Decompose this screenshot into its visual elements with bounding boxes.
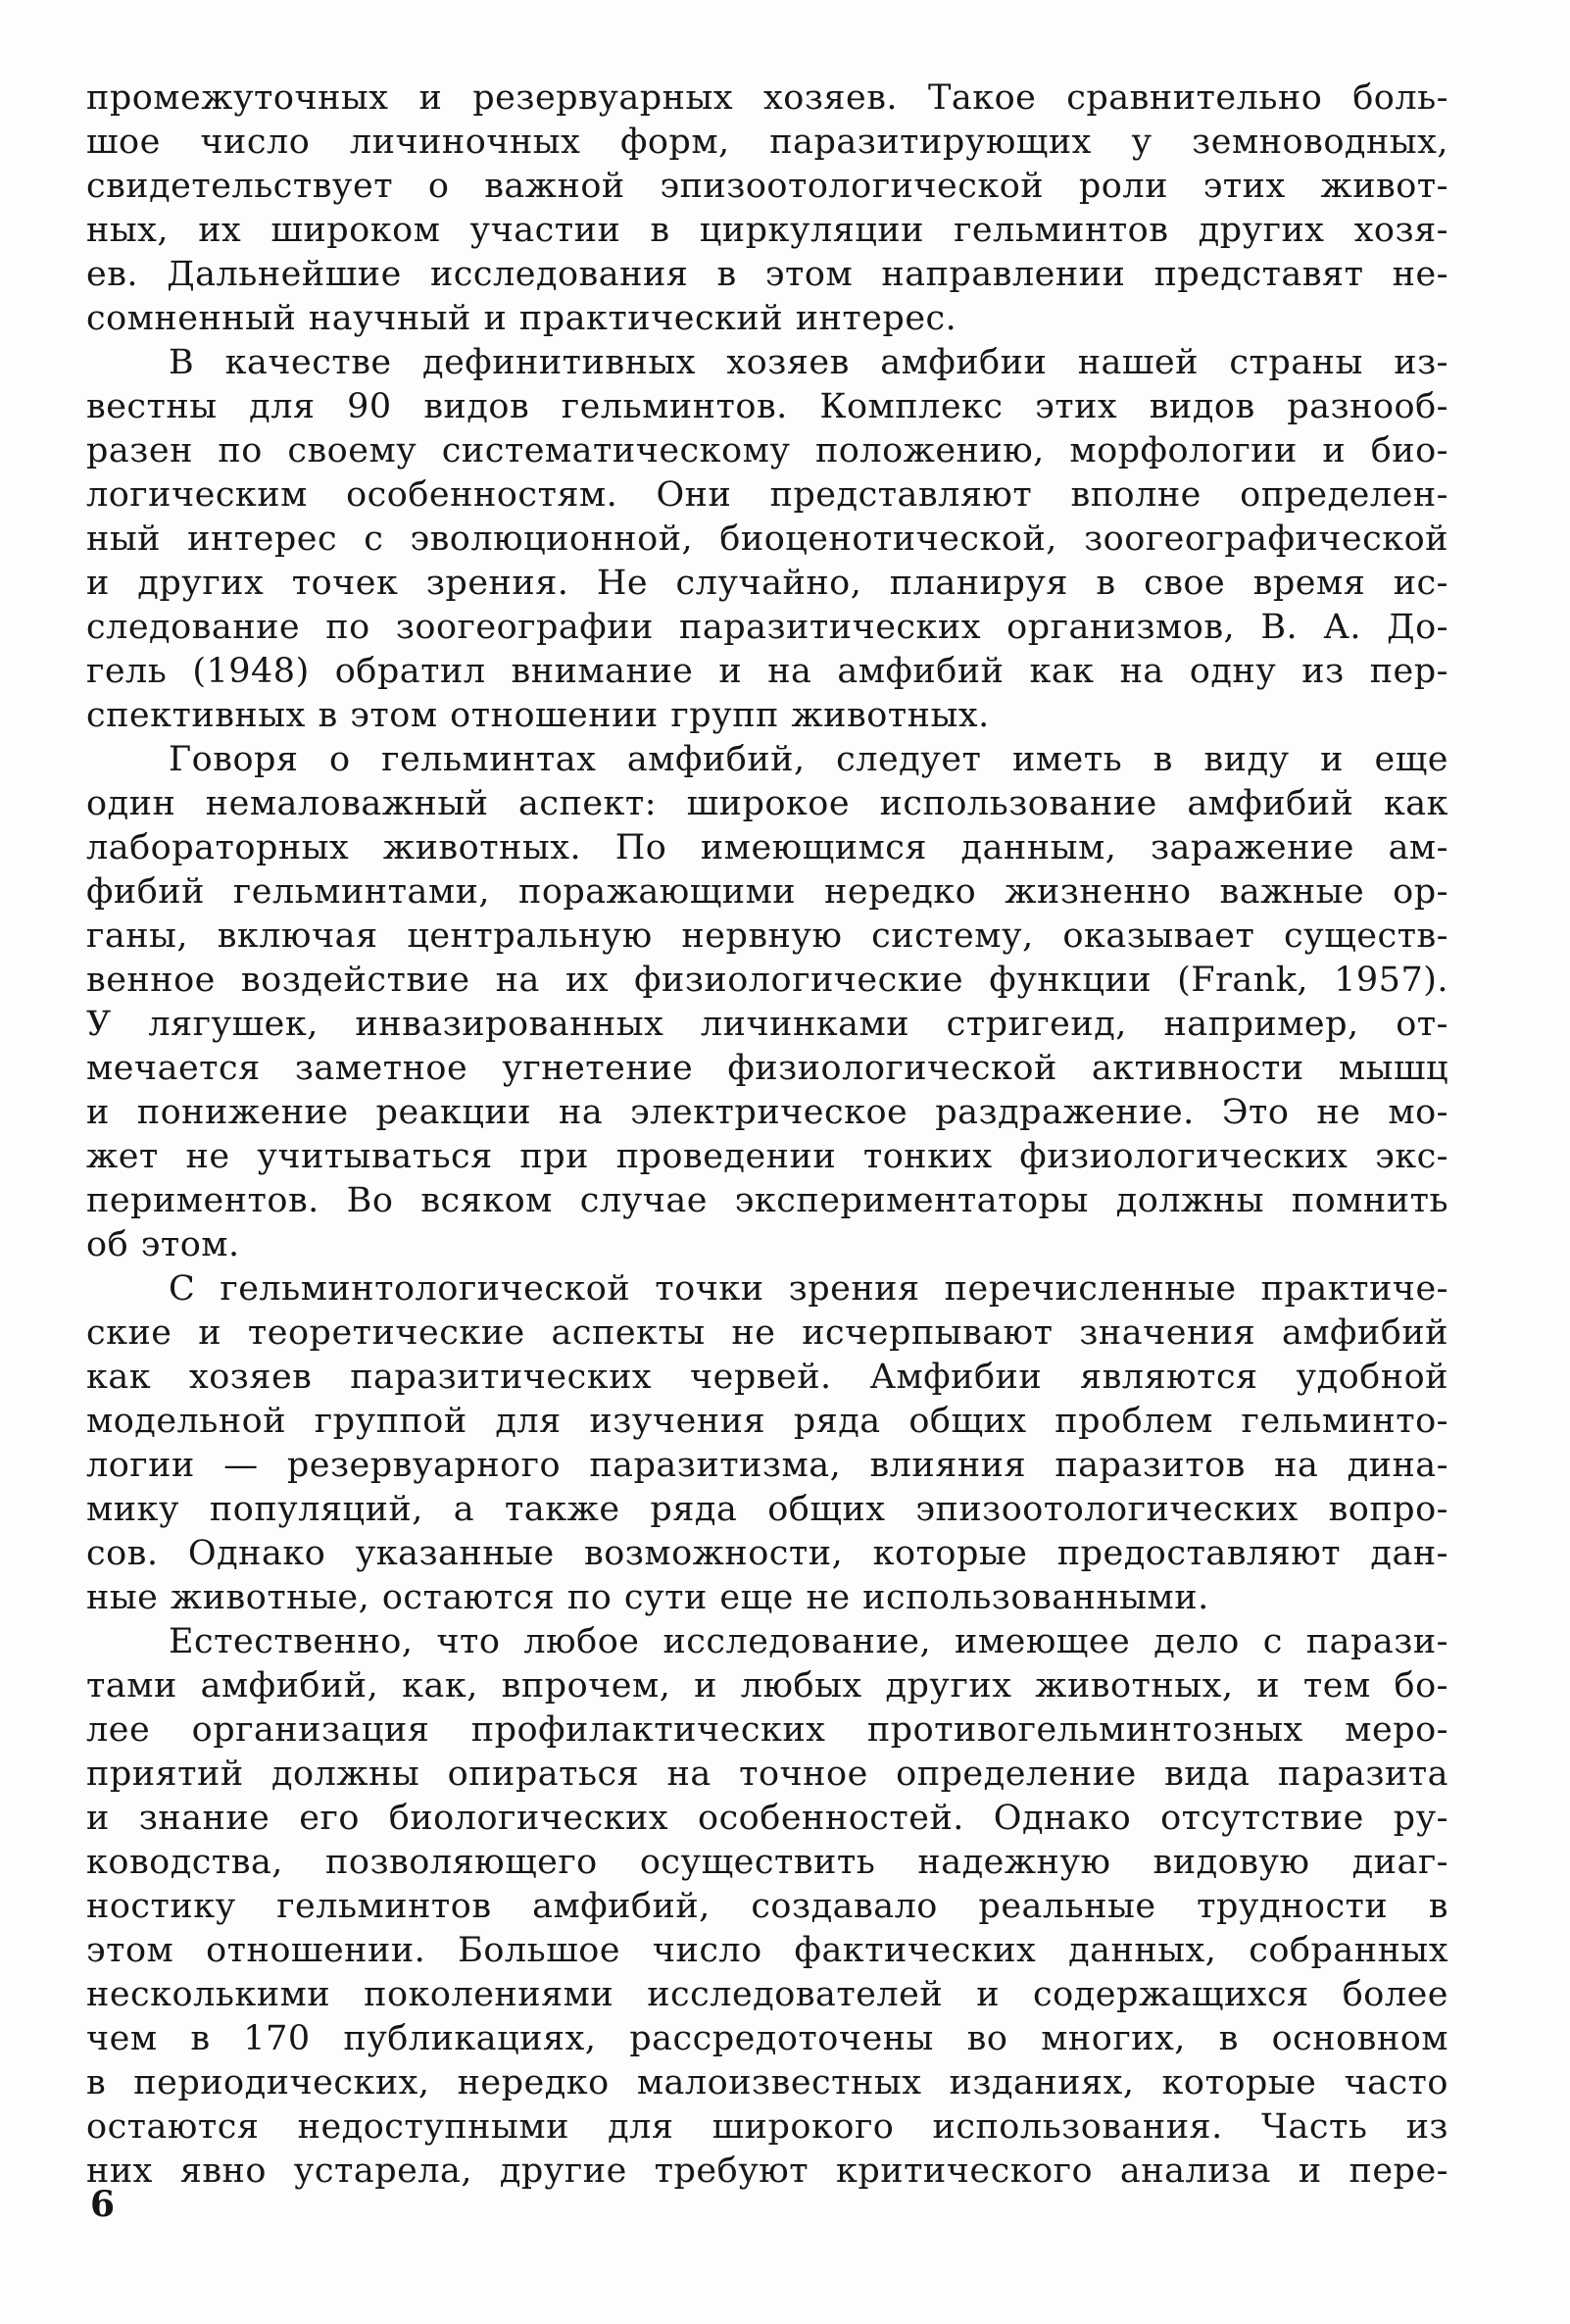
text-line: шое число личиночных форм, паразитирующих у земноводных, bbox=[86, 123, 1448, 162]
text-line: вестны для 90 видов гельминтов. Комплекс этих видов разнооб- bbox=[86, 387, 1448, 426]
body-text bbox=[86, 76, 1448, 2194]
paragraph-1 bbox=[86, 76, 1448, 341]
text-line: ев. Дальнейшие исследования в этом направлении представят не- bbox=[86, 255, 1448, 294]
text-line: ководства, позволяющего осуществить надежную видовую диаг- bbox=[86, 1843, 1448, 1882]
text-line: ные животные, остаются по сути еще не использованными. bbox=[86, 1578, 1209, 1617]
paragraph-2 bbox=[86, 341, 1448, 738]
paragraph-3 bbox=[86, 738, 1448, 1267]
text-line: остаются недоступными для широкого использования. Часть из bbox=[86, 2107, 1448, 2147]
text-line: лабораторных животных. По имеющимся данным, заражение ам- bbox=[86, 828, 1448, 867]
text-line: свидетельствует о важной эпизоотологической роли этих живот- bbox=[86, 167, 1448, 206]
text-line: несколькими поколениями исследователей и содержащихся более bbox=[86, 1975, 1448, 2014]
text-line: С гельминтологической точки зрения перечисленные практиче- bbox=[169, 1269, 1448, 1309]
text-line: чем в 170 публикациях, рассредоточены во многих, в основном bbox=[86, 2019, 1448, 2058]
text-line: В качестве дефинитивных хозяев амфибии нашей страны из- bbox=[169, 343, 1448, 382]
text-line: и понижение реакции на электрическое раздражение. Это не мо- bbox=[86, 1093, 1448, 1132]
text-line: ские и теоретические аспекты не исчерпывают значения амфибий bbox=[86, 1313, 1448, 1353]
text-line: ный интерес с эволюционной, биоценотической, зоогеографической bbox=[86, 519, 1448, 559]
text-line: как хозяев паразитических червей. Амфибии являются удобной bbox=[86, 1358, 1448, 1397]
paragraph-5 bbox=[86, 1620, 1448, 2194]
text-line: Естественно, что любое исследование, имеющее дело с парази- bbox=[169, 1622, 1448, 1661]
text-line: У лягушек, инвазированных личинками стригеид, например, от- bbox=[86, 1005, 1448, 1044]
text-line: промежуточных и резервуарных хозяев. Такое сравнительно боль- bbox=[86, 78, 1448, 118]
page-number: 6 bbox=[90, 2184, 116, 2225]
text-line: и других точек зрения. Не случайно, планируя в свое время ис- bbox=[86, 564, 1448, 603]
text-line: мику популяций, а также ряда общих эпизоотологических вопро- bbox=[86, 1490, 1448, 1529]
text-line: жет не учитываться при проведении тонких физиологических экс- bbox=[86, 1137, 1448, 1176]
text-line: них явно устарела, другие требуют критического анализа и пере- bbox=[86, 2151, 1448, 2191]
text-line: спективных в этом отношении групп животных. bbox=[86, 696, 990, 735]
text-line: фибий гельминтами, поражающими нередко жизненно важные ор- bbox=[86, 872, 1448, 912]
text-line: Говоря о гельминтах амфибий, следует иметь в виду и еще bbox=[169, 740, 1448, 779]
paragraph-4 bbox=[86, 1267, 1448, 1620]
text-line: логическим особенностям. Они представляют вполне определен- bbox=[86, 475, 1448, 515]
text-line: модельной группой для изучения ряда общих проблем гельминто- bbox=[86, 1402, 1448, 1441]
text-line: сомненный научный и практический интерес. bbox=[86, 299, 957, 338]
text-line: венное воздействие на их физиологические функции (Frank, 1957). bbox=[86, 961, 1448, 1000]
text-line: и знание его биологических особенностей. Однако отсутствие ру- bbox=[86, 1799, 1448, 1838]
text-line: в периодических, нередко малоизвестных изданиях, которые часто bbox=[86, 2063, 1448, 2102]
text-line: ных, их широком участии в циркуляции гельминтов других хозя- bbox=[86, 211, 1448, 250]
text-line: гель (1948) обратил внимание и на амфибий как на одну из пер- bbox=[86, 652, 1448, 691]
text-line: тами амфибий, как, впрочем, и любых других животных, и тем бо- bbox=[86, 1666, 1448, 1706]
text-line: один немаловажный аспект: широкое использование амфибий как bbox=[86, 784, 1448, 823]
text-line: логии — резервуарного паразитизма, влияния паразитов на дина- bbox=[86, 1446, 1448, 1485]
text-line: об этом. bbox=[86, 1225, 240, 1264]
text-line: приятий должны опираться на точное определение вида паразита bbox=[86, 1755, 1448, 1794]
text-line: ганы, включая центральную нервную систему, оказывает существ- bbox=[86, 916, 1448, 956]
text-line: лее организация профилактических противогельминтозных меро- bbox=[86, 1710, 1448, 1750]
text-line: следование по зоогеографии паразитических организмов, В. А. До- bbox=[86, 608, 1448, 647]
text-line: разен по своему систематическому положению, морфологии и био- bbox=[86, 431, 1448, 470]
text-line: ностику гельминтов амфибий, создавало реальные трудности в bbox=[86, 1887, 1448, 1926]
text-line: сов. Однако указанные возможности, которые предоставляют дан- bbox=[86, 1534, 1448, 1573]
text-line: мечается заметное угнетение физиологической активности мышц bbox=[86, 1049, 1448, 1088]
text-line: этом отношении. Большое число фактических данных, собранных bbox=[86, 1931, 1448, 1970]
text-line: периментов. Во всяком случае экспериментаторы должны помнить bbox=[86, 1181, 1448, 1220]
